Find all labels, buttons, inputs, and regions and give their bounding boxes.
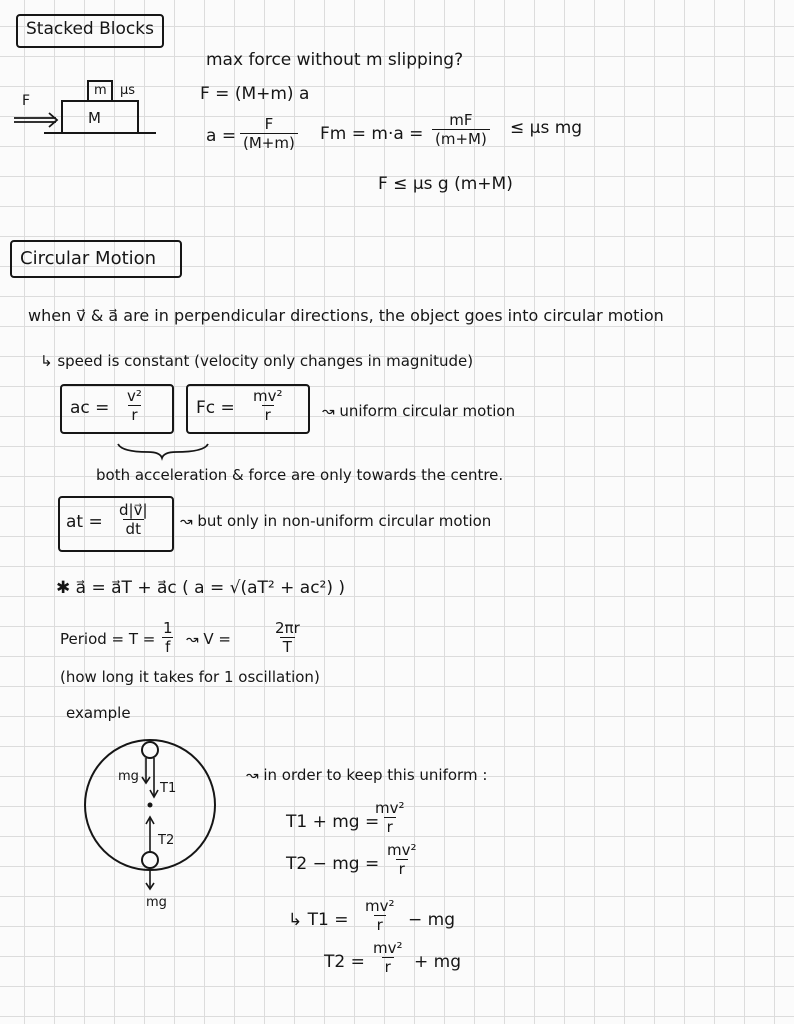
- eq-t1-den: r: [384, 817, 396, 836]
- v-den: T: [280, 637, 295, 656]
- sol-t2-tail: + mg: [414, 952, 461, 972]
- label-mus: μs: [120, 83, 136, 98]
- sol-t2-den: r: [382, 957, 394, 976]
- both-note: both acceleration & force are only towards the centre.: [96, 466, 504, 484]
- period-arrow: ↝ V =: [186, 630, 231, 648]
- fc-frac: [250, 388, 286, 425]
- label-M: M: [88, 109, 101, 127]
- eq-a-num: F: [264, 115, 274, 133]
- eq-fm-lhs: Fm = m·a =: [320, 124, 424, 144]
- eq-t1-frac: [372, 800, 408, 837]
- sol-t1-lhs: ↳ T1 =: [288, 910, 349, 930]
- at-lhs: at =: [66, 512, 103, 532]
- sol-t2-num: mv²: [373, 939, 403, 957]
- eq-t2-num: mv²: [387, 841, 417, 859]
- eq-a-den: (M+m): [240, 133, 298, 152]
- v-num: 2πr: [275, 619, 300, 637]
- eq-t2-lhs: T2 − mg =: [286, 854, 380, 874]
- intro-text: when v⃗ & a⃗ are in perpendicular directions, the object goes into circular motion: [28, 306, 664, 325]
- ac-lhs: ac =: [70, 398, 110, 418]
- eq-fm-den: (m+M): [432, 129, 490, 148]
- fc-den: r: [262, 405, 274, 424]
- sol-t2-frac: [370, 940, 406, 977]
- at-frac: [116, 502, 151, 539]
- stacked-result: F ≤ μs g (m+M): [378, 174, 513, 194]
- period-den: f: [162, 637, 173, 656]
- period-lhs: Period = T =: [60, 630, 156, 648]
- eq-t2-frac: [384, 842, 420, 879]
- question: max force without m slipping?: [206, 50, 464, 70]
- period-num: 1: [163, 619, 173, 637]
- eq-fm-rhs: ≤ μs mg: [510, 118, 583, 138]
- fc-lhs: Fc =: [196, 398, 235, 418]
- ac-num: v²: [127, 387, 142, 405]
- eq-t2-den: r: [396, 859, 408, 878]
- eq-fm-frac: [432, 112, 490, 149]
- at-den: dt: [123, 519, 144, 538]
- ball-top: [142, 742, 158, 758]
- uniform-note: ↝ uniform circular motion: [322, 402, 516, 420]
- label-m: m: [94, 83, 107, 98]
- uniform-heading: ↝ in order to keep this uniform :: [246, 766, 488, 784]
- vector-sum: ✱ a⃗ = a⃗T + a⃗c ( a = √(aT² + ac²) ): [56, 578, 346, 598]
- eq-force-total: F = (M+m) a: [200, 84, 310, 104]
- brace: [118, 444, 208, 458]
- stacked-title: Stacked Blocks: [26, 19, 154, 39]
- eq-a-lhs: a =: [206, 126, 237, 146]
- speed-note: ↳ speed is constant (velocity only changes in magnitude): [40, 352, 474, 370]
- diag-mg-bottom: mg: [146, 895, 167, 910]
- circular-title: Circular Motion: [20, 248, 157, 269]
- ball-bottom: [142, 852, 158, 868]
- sol-t1-num: mv²: [365, 897, 395, 915]
- diag-mg-top: mg: [118, 769, 139, 784]
- v-frac: [272, 620, 303, 657]
- ac-den: r: [128, 405, 140, 424]
- eq-t1-num: mv²: [375, 799, 405, 817]
- fc-num: mv²: [253, 387, 283, 405]
- diag-T2: T2: [158, 833, 175, 848]
- center-dot: [148, 803, 153, 808]
- sol-t1-frac: [362, 898, 398, 935]
- label-F: F: [22, 93, 31, 109]
- period-note: (how long it takes for 1 oscillation): [60, 668, 320, 686]
- sol-t1-tail: − mg: [408, 910, 455, 930]
- ac-frac: [124, 388, 145, 425]
- period-frac: [160, 620, 176, 657]
- example-label: example: [66, 704, 131, 722]
- eq-t1-lhs: T1 + mg =: [286, 812, 380, 832]
- diag-T1: T1: [160, 781, 177, 796]
- eq-a-frac: [240, 116, 298, 153]
- sol-t1-den: r: [374, 915, 386, 934]
- at-note: ↝ but only in non-uniform circular motion: [180, 512, 492, 530]
- eq-fm-num: mF: [449, 111, 473, 129]
- sol-t2-lhs: T2 =: [324, 952, 365, 972]
- at-num: d|v⃗|: [119, 501, 148, 519]
